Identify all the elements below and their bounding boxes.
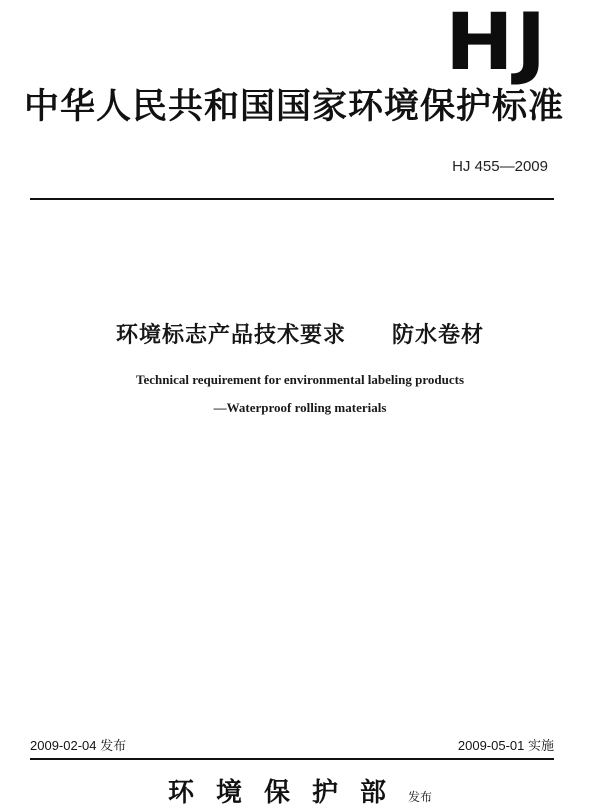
standard-logo: HJ bbox=[444, 0, 548, 88]
issuer bbox=[0, 780, 600, 806]
organization-title: 中华人民共和国国家环境保护标准 bbox=[24, 86, 565, 127]
top-divider bbox=[30, 198, 554, 200]
document-title-en-line2: —Waterproof rolling materials bbox=[213, 400, 387, 415]
issuer-name: 环境保护部 bbox=[167, 778, 408, 808]
document-title-zh: 环境标志产品技术要求 防水卷材 bbox=[115, 323, 484, 348]
document-title-en-line1: Technical requirement for environmental labeling products bbox=[135, 372, 465, 387]
standard-code: HJ 455—2009 bbox=[452, 158, 548, 175]
issue-date: 2009-02-04 发布 bbox=[30, 738, 127, 753]
issuer-suffix: 发布 bbox=[408, 790, 433, 804]
bottom-divider bbox=[30, 758, 554, 760]
effective-date: 2009-05-01 实施 bbox=[457, 738, 554, 753]
